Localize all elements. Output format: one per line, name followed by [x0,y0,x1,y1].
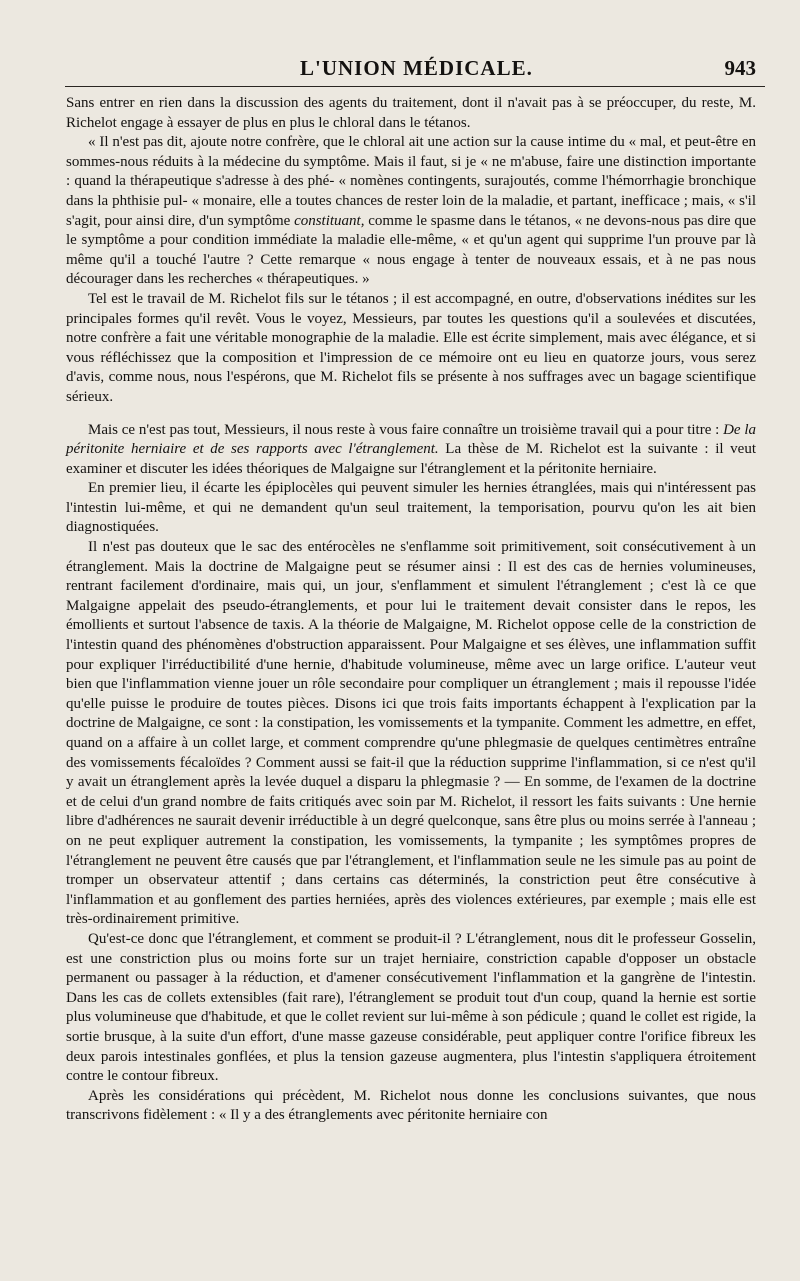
paragraph-4-start: Mais ce n'est pas tout, Messieurs, il nous reste à vous faire connaître un troisième travail qui a pour titre : [88,421,720,438]
paragraph-6: Il n'est pas douteux que le sac des entérocèles ne s'enflamme soit primitivement, soit consécutivement à un étranglement. Mais la doctrine de Malgaigne peut se résumer ainsi : Il est des cas de hernies volumineuses, rentrant facilement d'ordinaire, mais qui, un jour, s'enflamment et simulent l'étranglement ; c'est là ce que Malgaigne appelait des pseudo-étranglements, et pour lui le traitement devait consister dans le repos, les émollients et surtout l'absence de taxis. A la théorie de Malgaigne, M. Richelot oppose celle de la constriction de l'intestin quand des phénomènes d'obstruction apparaissent. Pour Malgaigne et ses élèves, une inflammation suffit pour expliquer l'irréductibilité d'une hernie, d'habitude volumineuse, même avec un large orifice. L'auteur veut bien que l'inflammation vienne jouer un rôle secondaire pour compliquer un étranglement ; mais il repousse l'idée qu'elle puisse le produire de toutes pièces. Disons ici que trois faits importants échappent à l'explication par la doctrine de Malgaigne, ce sont : la constipation, les vomissements et la tympanite. Comment les admettre, en effet, quand on a affaire à un collet large, et comment comprendre qu'une phlegmasie de quelques centimètres entraîne des vomissements fécaloïdes ? Comment aussi se fait-il que la réduction supprime l'inflammation, si ce n'est qu'il y avait un étranglement après la levée duquel a disparu la phlegmasie ? — En somme, de l'examen de la doctrine et de celui d'un grand nombre de faits critiqués avec soin par M. Richelot, il ressort les faits suivants : Une hernie libre d'adhérences ne saurait devenir irréductible à un degré quelconque, sans être plus ou moins serrée à l'anneau ; on ne peut expliquer autrement la constipation, les vomissements, la tympanite ; les symptômes propres de l'étranglement ne peuvent être causés que par l'étranglement, et l'inflammation seule ne les simule pas au point de tromper un observateur attentif ; dans certains cas déterminés, la constriction peut être consécutive à l'inflammation et au gonflement des parties herniées, après des violences extérieures, par exemple ; mais elle est très-ordinairement primitive. [66,539,756,928]
paragraph-8: Après les considérations qui précèdent, M. Richelot nous donne les conclusions suivantes, que nous transcrivons fidèlement : « Il y a des étranglements avec péritonite herniaire con [66,1087,756,1124]
quote-text-end: comme le spasme dans le tétanos, « ne devons-nous pas dire que le symptôme a pour condition immédiate la maladie elle-même, « et qu'un agent qui supprime l'un prouve par là même qu'il a touché l'autre ? Cette remarque « nous engage à tenter de nouveaux essais, et à ne pas nous décourager dans les recherches « thérapeutiques. » [66,212,756,288]
paragraph-7: Qu'est-ce donc que l'étranglement, et comment se produit-il ? L'étranglement, nous dit le professeur Gosselin, est une constriction plus ou moins forte sur un trajet herniaire, constriction capable d'opposer un obstacle permanent ou passager à la réduction, et d'amener consécutivement l'inflammation et la gangrène de l'intestin. Dans les cas de collets extensibles (fait rare), l'étranglement se produit tout d'un coup, quand la hernie est sortie plus volumineuse que d'habitude, et que le collet revient sur lui-même à son pédicule ; quand le collet est rigide, la sortie brusque, à la suite d'un effort, d'une masse gazeuse considérable, peut appliquer contre l'orifice fibreux les deux parois intestinales gonflées, et plus la tension gazeuse augmentera, plus l'intestin s'appliquera étroitement contre le contour fibreux. [66,930,756,1085]
paragraph-3: Tel est le travail de M. Richelot fils sur le tétanos ; il est accompagné, en outre, d'observations inédites sur les principales formes qu'il revêt. Vous le voyez, Messieurs, par toutes les questions qu'il a soulevées et discutées, notre confrère a fait une véritable monographie de la maladie. Elle est écrite simplement, mais avec élégance, et si vous réfléchissez que la composition et l'impression de ce mémoire ont eu lieu en quatorze jours, vous serez d'avis, comme nous, nous l'espérons, que M. Richelot fils se présente à nos suffrages avec un bagage scientifique sérieux. [66,290,756,405]
running-title: L'UNION MÉDICALE. [300,56,533,80]
page-header [60,56,770,86]
quote-italic-term: constituant, [294,212,365,229]
page-number: 943 [724,56,756,80]
paragraph-4 [66,421,756,480]
article-body [66,94,756,1126]
paragraph-1: Sans entrer en rien dans la discussion des agents du traitement, dont il n'avait pas à se préoccuper, du reste, M. Richelot engage à essayer de plus en plus le chloral dans le tétanos. [66,95,756,131]
thesis-title: De la péritonite herniaire et de ses rapports avec l'étranglement. [66,421,757,458]
quotation-block [66,94,756,290]
paragraph-5: En premier lieu, il écarte les épiplocèles qui peuvent simuler les hernies étranglées, mais qui n'intéressent pas l'intestin lui-même, et qui ne demandent qu'un seul traitement, la temporisation, pourvu qu'on les ait bien diagnostiquées. [66,480,756,536]
paragraph-4-end: La thèse de M. Richelot est la suivante : il veut examiner et discuter les idées théoriques de Malgaigne sur l'étranglement et la péritonite herniaire. [66,441,756,477]
header-rule [65,86,765,87]
section-gap [66,408,756,421]
quote-text: « Il n'est pas dit, ajoute notre confrère, que le chloral ait une action sur la cause intime du « mal, et peut-être en sommes-nous réduits à la médecine du symptôme. Mais il faut, si je « ne m'abuse, faire une distinction importante : quand la thérapeutique s'adresse à des phé- « nomènes contingents, surajoutés, comme l'hémorrhagie bronchique dans la phthisie pul- « monaire, elle a toutes chances de rester loin de la maladie, et partant, inefficace ; mais, « s'il s'agit, pour ainsi dire, d'un symptôme [66,134,756,229]
paragraph-2 [66,133,756,290]
